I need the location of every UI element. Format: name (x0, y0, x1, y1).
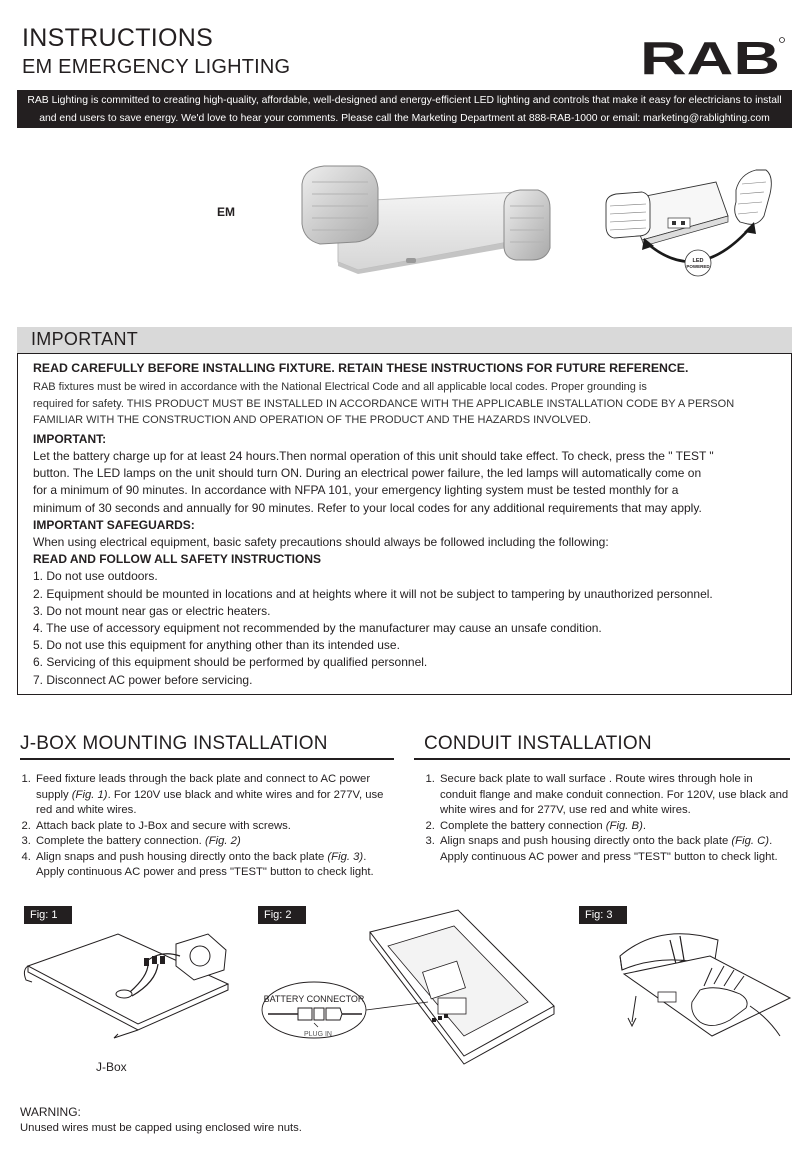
jbox-rule (20, 758, 394, 760)
jbox-label: J-Box (96, 1060, 127, 1074)
safety-item: 7. Disconnect AC power before servicing. (33, 672, 253, 687)
plug-in-label: PLUG IN (303, 1031, 333, 1038)
conduit-steps (424, 772, 790, 865)
right-lamp-head (504, 190, 550, 260)
product-line-drawing (598, 160, 778, 285)
conduit-heading: CONDUIT INSTALLATION (424, 733, 652, 754)
fig-3-label: Fig: 3 (579, 906, 627, 924)
jbox-steps (20, 772, 390, 881)
page-title: INSTRUCTIONS (22, 24, 214, 52)
left-lamp-head (302, 166, 378, 244)
rab-logo (640, 36, 786, 78)
fig-1-jbox-drawing (18, 926, 248, 1076)
safety-item: 3. Do not mount near gas or electric heaters. (33, 603, 271, 618)
warning-text: Unused wires must be capped using enclosed wire nuts. (20, 1122, 302, 1134)
important-content (33, 360, 785, 689)
banner-line-1: RAB Lighting is committed to creating high-quality, affordable, well-designed and energy-efficient LED lighting and controls that make it easy for electricians to install (27, 95, 782, 106)
rab-logo-text: RAB (640, 36, 780, 78)
battery-line-2: button. The LED lamps on the unit should turn ON. During an electrical power failure, the led lamps will automatically come on (33, 466, 702, 481)
model-label: EM (217, 205, 235, 219)
safety-item: 1. Do not use outdoors. (33, 569, 158, 584)
jbox-heading: J-BOX MOUNTING INSTALLATION (20, 733, 328, 754)
battery-line-3: for a minimum of 90 minutes. In accordance with NFPA 101, your emergency lighting system must be tested monthly for a (33, 483, 679, 498)
safety-item: 6. Servicing of this equipment should be performed by qualified personnel. (33, 655, 428, 670)
safety-item: 2. Equipment should be mounted in locations and at heights where it will not be subject to tampering by unauthorized personnel. (33, 586, 713, 601)
code-line-1: RAB fixtures must be wired in accordance with the National Electrical Code and all applicable local codes. Proper grounding is (33, 381, 647, 394)
safety-item: 4. The use of accessory equipment not recommended by the manufacturer may cause an unsafe condition. (33, 620, 602, 635)
code-line-2: required for safety. THIS PRODUCT MUST BE INSTALLED IN ACCORDANCE WITH THE APPLICABLE INSTALLATION CODE BY A PERSON (33, 397, 735, 410)
battery-line-1: Let the battery charge up for at least 24 hours.Then normal operation of this unit should take effect. To check, press the " TEST " (33, 448, 714, 463)
code-line-3: FAMILIAR WITH THE CONSTRUCTION AND OPERATION OF THE PRODUCT AND THE HAZARDS INVOLVED. (33, 414, 592, 427)
fig-2-battery-drawing (258, 906, 558, 1076)
important-label: IMPORTANT: (33, 431, 107, 446)
safeguards-intro: When using electrical equipment, basic safety precautions should always be followed including the following: (33, 534, 609, 549)
conduit-rule (414, 758, 790, 760)
conduit-step-2: 2. Complete the battery connection (Fig. B). (438, 819, 790, 835)
product-photo (298, 162, 560, 274)
safety-item: 5. Do not use this equipment for anything other than its intended use. (33, 638, 400, 653)
battery-line-4: minimum of 30 seconds and annually for 90 minutes. Refer to your local codes for any additional requirements that may apply. (33, 500, 702, 515)
fig-1-label: Fig: 1 (24, 906, 72, 924)
jbox-step-4: 4. Align snaps and push housing directly onto the back plate (Fig. 3). Apply continuous AC power and press "TEST" button to check light. (34, 850, 390, 881)
fig-3-housing-drawing (600, 926, 800, 1076)
conduit-step-3: 3. Align snaps and push housing directly onto the back plate (Fig. C). Apply continuous AC power and press "TEST" button to check light. (438, 834, 790, 865)
read-follow-notice: READ AND FOLLOW ALL SAFETY INSTRUCTIONS (33, 552, 321, 567)
conduit-step-1: 1. Secure back plate to wall surface . Route wires through hole in conduit flange and make conduit connection. For 120V, use black and white wires and for 277V, use red and white wires. (438, 772, 790, 819)
jbox-step-1: 1. Feed fixture leads through the back plate and connect to AC power supply (Fig. 1). For 120V use black and white wires and for 277V, use red and white wires. (34, 772, 390, 819)
jbox-step-2: 2. Attach back plate to J-Box and secure with screws. (34, 819, 390, 835)
warning-heading: WARNING: (20, 1105, 81, 1119)
jbox-step-3: 3. Complete the battery connection. (Fig. 2) (34, 834, 390, 850)
important-heading: IMPORTANT (31, 329, 139, 349)
battery-connector-label: BATTERY CONNECTOR (263, 994, 365, 1004)
important-header (17, 327, 792, 354)
banner-line-2: and end users to save energy. We'd love to hear your comments. Please call the Marketing Department at 888-RAB-1000 or email: marketing@rablighting.com (39, 113, 770, 124)
read-carefully-notice: READ CAREFULLY BEFORE INSTALLING FIXTURE. RETAIN THESE INSTRUCTIONS FOR FUTURE REFERENCE. (33, 361, 689, 375)
svg-text:POWERED: POWERED (686, 264, 710, 269)
safeguards-label: IMPORTANT SAFEGUARDS: (33, 517, 195, 532)
fig-2-label: Fig: 2 (258, 906, 306, 924)
intro-banner (17, 90, 792, 128)
page-subtitle: EM EMERGENCY LIGHTING (22, 56, 291, 78)
svg-text:LED: LED (692, 258, 704, 264)
